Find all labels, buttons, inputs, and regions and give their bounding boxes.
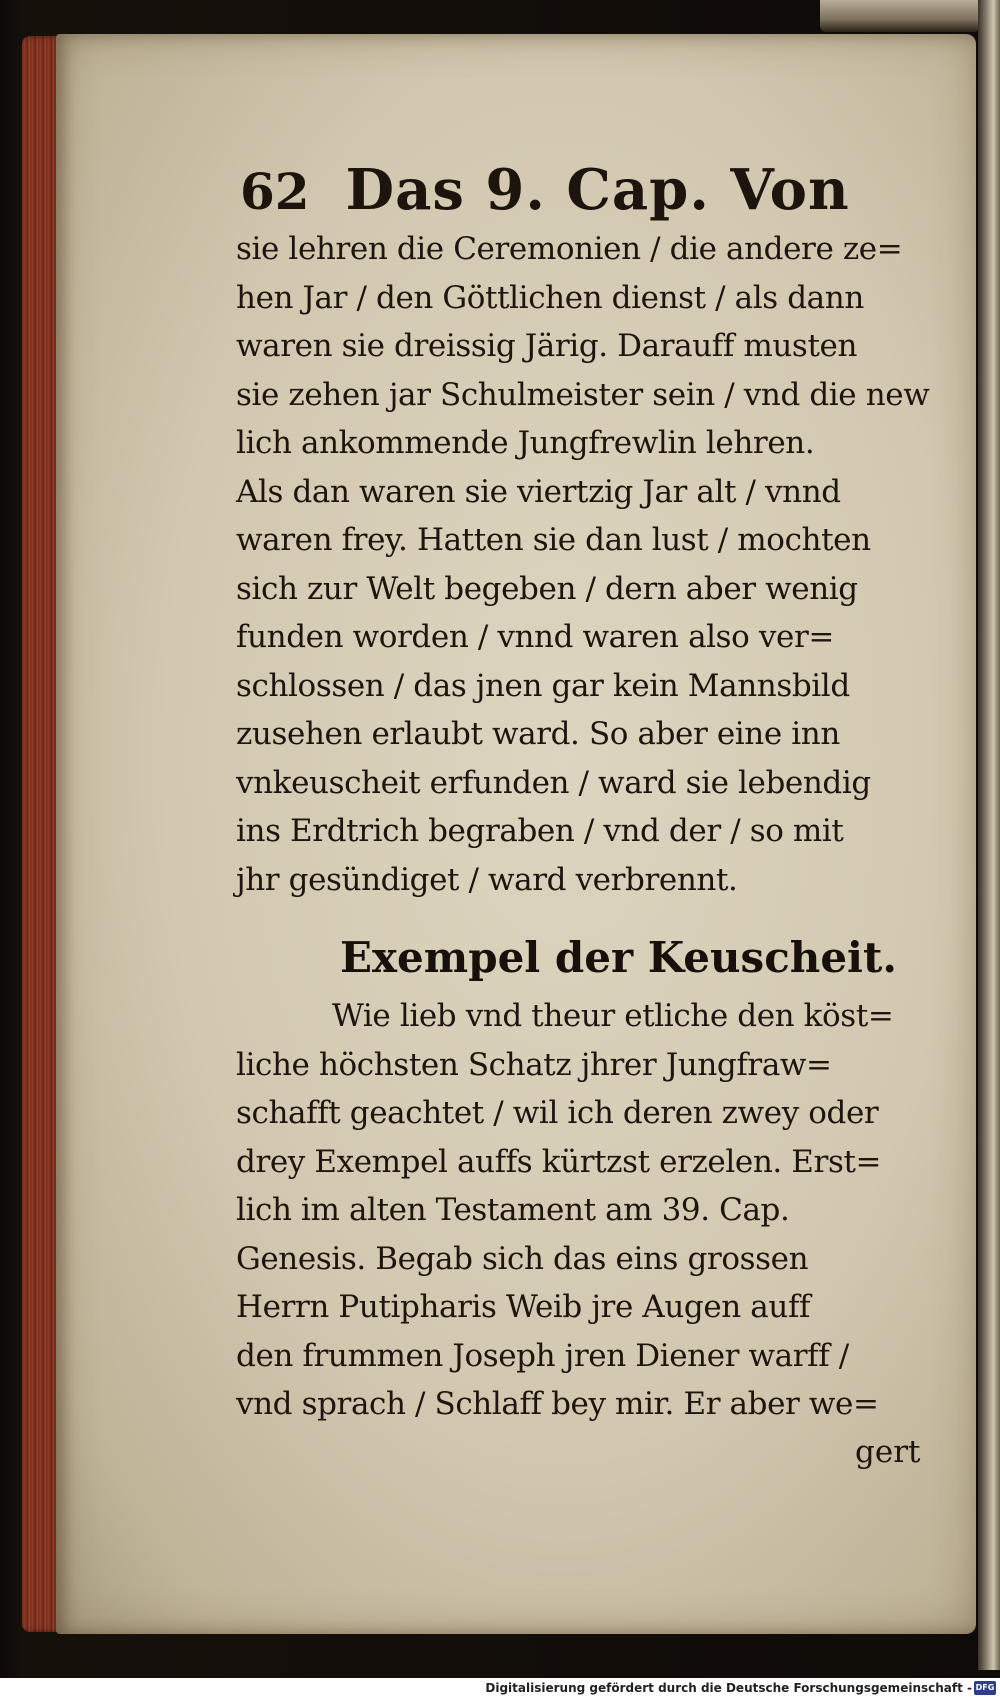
text-line: ins Erdtrich begraben / vnd der / so mit (236, 813, 844, 849)
page-header (240, 150, 850, 230)
footer-credit: Digitalisierung gefördert durch die Deutsche Forschungsgemeinschaft - (485, 1681, 972, 1695)
text-line: liche höchsten Schatz jhrer Jungfraw= (236, 1046, 832, 1083)
section-heading: Exempel der Keuscheit. (340, 933, 898, 982)
text-line: sich zur Welt begeben / dern aber wenig (236, 570, 858, 607)
text-line: schlossen / das jnen gar kein Mannsbild (236, 667, 850, 704)
text-line: Als dan waren sie viertzig Jar alt / vnnd (236, 473, 841, 510)
catchword: gert (855, 1434, 921, 1470)
text-line: funden worden / vnnd waren also ver= (236, 619, 834, 655)
text-line: vnd sprach / Schlaff bey mir. Er aber we= (236, 1386, 879, 1422)
text-line: sie zehen jar Schulmeister sein / vnd die new (236, 376, 930, 413)
text-block-1 (236, 225, 936, 904)
text-line: den frummen Joseph jren Diener warff / (236, 1337, 849, 1374)
text-line: waren sie dreissig Järig. Darauff musten (236, 328, 858, 364)
book-edge-right (978, 0, 1000, 1670)
text-line: lich ankommende Jungfrewlin lehren. (236, 425, 815, 461)
page-number: 62 (240, 162, 310, 221)
text-line: Wie lieb vnd theur etliche den köst= (332, 998, 894, 1034)
text-line: Genesis. Begab sich das eins grossen (236, 1240, 809, 1277)
text-line: sie lehren die Ceremonien / die andere ze= (236, 231, 903, 267)
running-head: Das 9. Cap. Von (345, 157, 850, 223)
book-edge-top (820, 0, 980, 32)
text-line: Herrn Putipharis Weib jre Augen auff (236, 1289, 811, 1325)
text-line: hen Jar / den Göttlichen dienst / als dann (236, 279, 864, 316)
text-block-2 (236, 992, 936, 1429)
text-line: lich im alten Testament am 39. Cap. (236, 1192, 790, 1228)
text-line: waren frey. Hatten sie dan lust / mochten (236, 522, 871, 558)
text-line: jhr gesündiget / ward verbrennt. (236, 861, 738, 898)
text-line: drey Exempel auffs kürtzst erzelen. Erst= (236, 1143, 882, 1180)
text-line: vnkeuscheit erfunden / ward sie lebendig (236, 764, 871, 801)
text-line: schafft geachtet / wil ich deren zwey oder (236, 1095, 879, 1131)
text-line: zusehen erlaubt ward. So aber eine inn (236, 716, 840, 752)
dfg-logo: DFG (974, 1681, 996, 1695)
